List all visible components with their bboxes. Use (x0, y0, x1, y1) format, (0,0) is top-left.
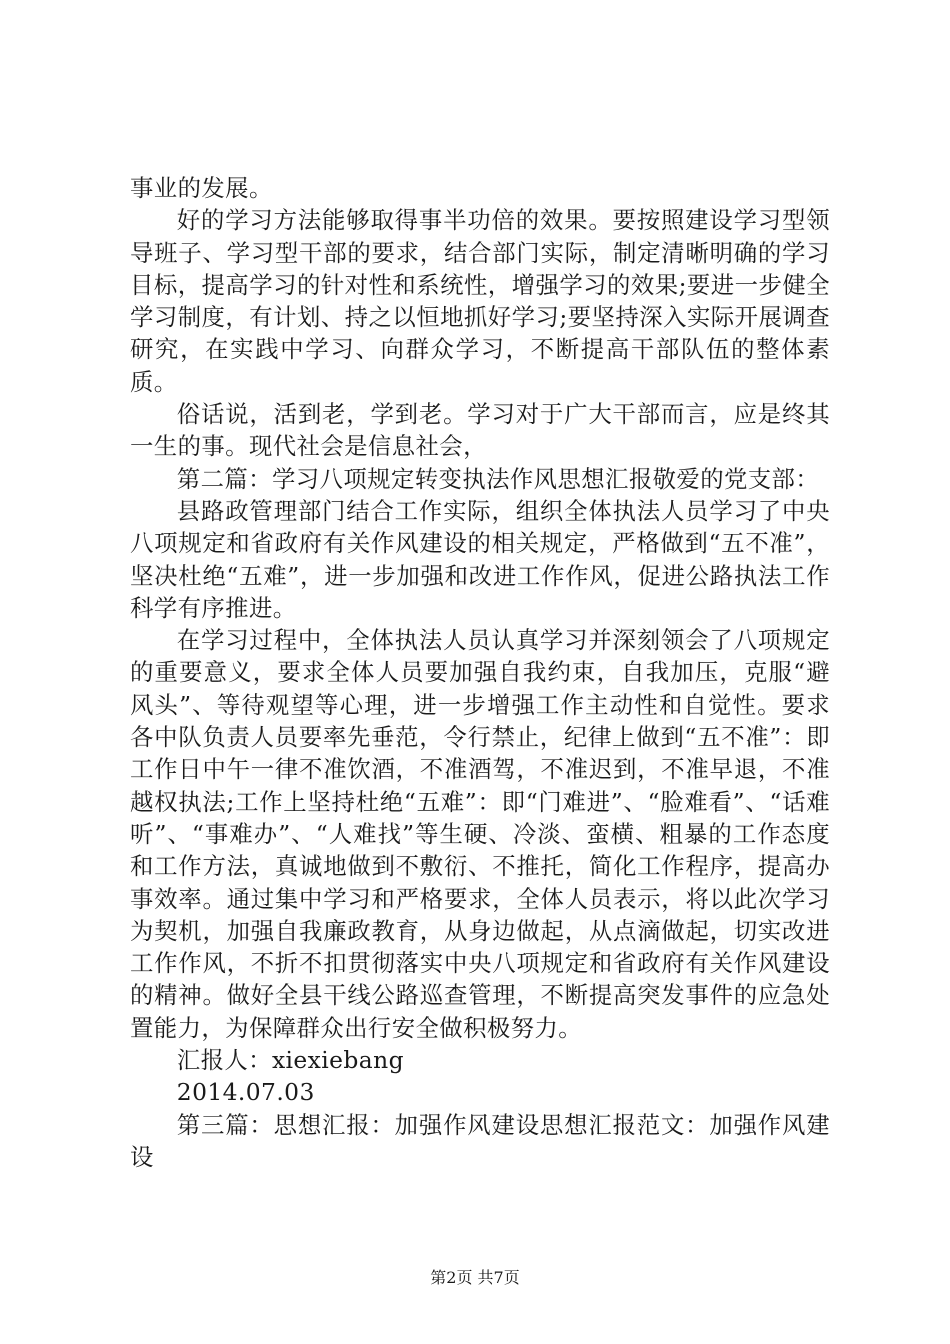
date-line: 2014.07.03 (176, 1078, 315, 1107)
paragraph: 俗话说，活到老，学到老。学习对于广大干部而言，应是终其一生的事。现代社会是信息社会， (130, 400, 830, 461)
paragraph: 在学习过程中，全体执法人员认真学习并深刻领会了八项规定的重要意义，要求全体人员要加强自我约束，自我加压，克服“避风头”、等待观望等心理，进一步增强工作主动性和自觉性。要求各中队负责人员要率先垂范，令行禁止，纪律上做到“五不准”：即工作日中午一律不准饮酒，不准酒驾，不准迟到，不准早退，不准越权执法;工作上坚持杜绝“五难”：即“门难进”、“脸难看”、“话难听”、“事难办”、“人难找”等生硬、冷淡、蛮横、粗暴的工作态度和工作方法，真诚地做到不敷衍、不推托，简化工作程序，提高办事效率。通过集中学习和严格要求，全体人员表示，将以此次学习为契机，加强自我廉政教育，从身边做起，从点滴做起，切实改进工作作风，不折不扣贯彻落实中央八项规定和省政府有关作风建设的精神。做好全县干线公路巡查管理，不断提高突发事件的应急处置能力，为保障群众出行安全做积极努力。 (130, 626, 830, 1042)
paragraph: 事业的发展。 (130, 174, 273, 202)
paragraph: 好的学习方法能够取得事半功倍的效果。要按照建设学习型领导班子、学习型干部的要求，结合部门实际，制定清晰明确的学习目标，提高学习的针对性和系统性，增强学习的效果;要进一步健全学习制度，有计划、持之以恒地抓好学习;要坚持深入实际开展调查研究，在实践中学习、向群众学习，不断提高干部队伍的整体素质。 (130, 206, 830, 396)
section-heading: 第二篇：学习八项规定转变执法作风思想汇报敬爱的党支部： (176, 464, 820, 493)
document-body (130, 172, 830, 1173)
page-number-footer: 第2页 共7页 (430, 1268, 520, 1287)
signature-line: 汇报人：xiexiebang (176, 1046, 404, 1075)
section-heading: 第三篇：思想汇报：加强作风建设思想汇报范文：加强作风建设 (130, 1110, 830, 1171)
paragraph: 县路政管理部门结合工作实际，组织全体执法人员学习了中央八项规定和省政府有关作风建设的相关规定，严格做到“五不准”，坚决杜绝“五难”，进一步加强和改进工作作风，促进公路执法工作科学有序推进。 (130, 496, 830, 622)
